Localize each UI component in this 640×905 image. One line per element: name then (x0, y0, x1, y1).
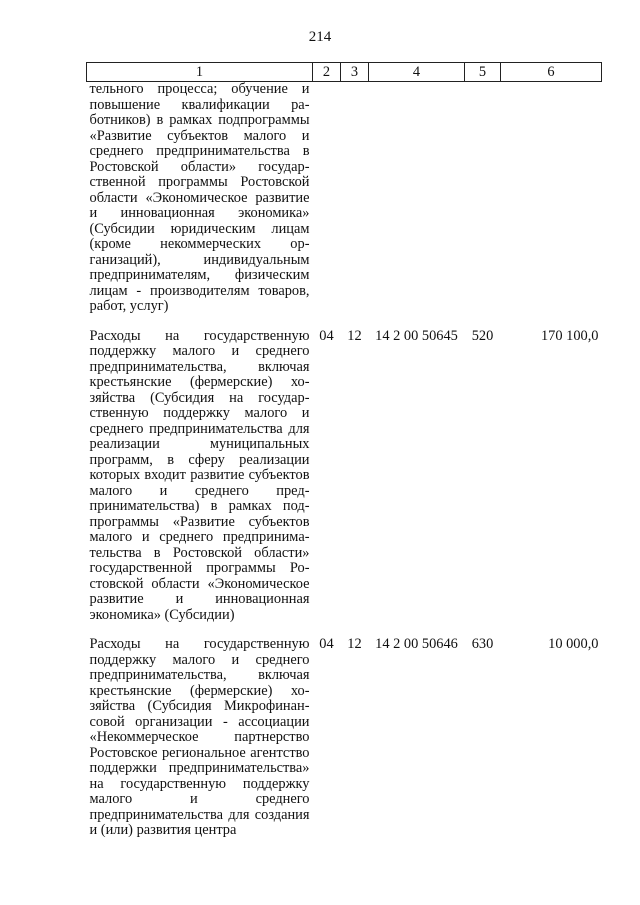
row-expense-type: 520 (471, 327, 494, 344)
column-header-3: 3 (341, 63, 369, 82)
column-header-1: 1 (87, 63, 313, 82)
column-header-5: 5 (465, 63, 501, 82)
table-header-row (87, 63, 602, 82)
page-number: 214 (308, 29, 332, 45)
row-amount (501, 82, 602, 315)
row-description: тельного процесса; обучение и повышение квалификации работников) в рамках подпрограммы «Развитие субъектов малого и среднего предпринимательства в Ростовской области» государственной программы Ростовской области «Экономическое развитие и инновационная экономика» (Субсидии юридическим лицам (кроме некоммерческих организаций), индивидуальным предпринимателям, физическим лицам - производителям товаров, работ, услуг) (89, 81, 310, 314)
row-expense-type (465, 82, 501, 315)
table-row (87, 315, 602, 624)
table-row (87, 623, 602, 839)
column-header-6: 6 (501, 63, 602, 82)
row-target-code: 14 2 00 50645 (375, 327, 458, 344)
row-amount: 170 100,0 (540, 327, 599, 344)
row-description: Расходы на государственную поддержку малого и среднего предпринимательства, включая крестьянские (фермерские) хозяйства (Субсидия на государственную поддержку малого и среднего предпринимательства для реализации муниципальных программ, в сферу реализации которых входит развитие субъектов малого и среднего предпринимательства) в рамках подпрограммы «Развитие субъектов малого и среднего предпринимательства в Ростовской области» государственной программы Ростовской области «Экономическое развитие и инновационная экономика» (Субсидии) (89, 327, 310, 623)
row-target-code: 14 2 00 50646 (375, 636, 458, 652)
column-header-4: 4 (369, 63, 465, 82)
row-description: Расходы на государственную поддержку малого и среднего предпринимательства, включая крестьянские (фермерские) хозяйства (Субсидия Микрофинансовой организации - ассоциации «Некоммерческое партнерство Ростовское региональное агентство поддержки предпринимательства» на государственную поддержку малого и среднего предпринимательства для создания и (или) развития центра (89, 636, 310, 838)
table-row (87, 82, 602, 315)
row-subsection: 12 (347, 636, 362, 652)
row-subsection (341, 82, 369, 315)
column-header-2: 2 (313, 63, 341, 82)
row-subsection: 12 (347, 327, 362, 344)
row-section (313, 82, 341, 315)
row-amount: 10 000,0 (548, 636, 599, 652)
budget-table (86, 62, 602, 839)
row-section: 04 (319, 327, 334, 344)
row-target-code (369, 82, 465, 315)
row-section: 04 (319, 636, 334, 652)
row-expense-type: 630 (471, 636, 494, 652)
